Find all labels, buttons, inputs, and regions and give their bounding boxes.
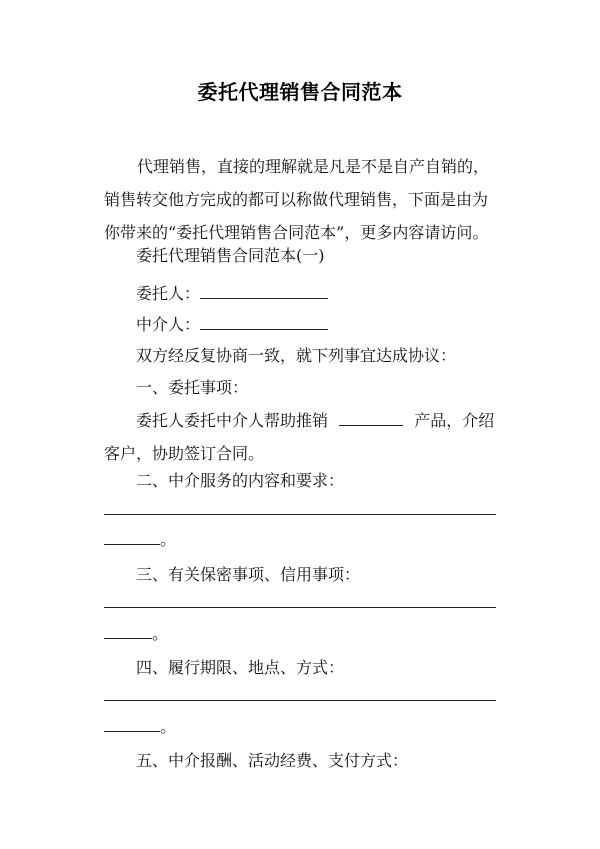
- section-3-heading: 三、有关保密事项、信用事项：: [136, 565, 361, 584]
- section-1-body: [104, 404, 500, 470]
- period-mark: 。: [152, 624, 169, 643]
- section-4-fill-end: [104, 717, 176, 737]
- contract-subtitle: 委托代理销售合同范本(一): [136, 246, 325, 265]
- intro-paragraph: 代理销售，直接的理解就是凡是不是自产自销的，销售转交他方完成的都可以称做代理销售，下面是由为你带来的“委托代理销售合同范本”，更多内容请访问。: [104, 157, 490, 242]
- document-title: 委托代理销售合同范本: [197, 80, 403, 104]
- section-4-heading: 四、履行期限、地点、方式：: [136, 658, 345, 677]
- intermediary-line: [136, 314, 328, 335]
- section-1-text-a: 委托人委托中介人帮助推销: [136, 411, 329, 430]
- section-3-fill-end: [104, 624, 168, 644]
- principal-line: [136, 283, 328, 304]
- section-2-fill-line: [104, 514, 496, 515]
- section-2-fill-end: [104, 530, 176, 550]
- product-blank: [339, 410, 403, 426]
- section-4-fill-line: [104, 700, 496, 701]
- section-2-fill-short: [104, 530, 160, 545]
- section-3-fill-short: [104, 624, 152, 639]
- agreement-text: 双方经反复协商一致，就下列事宜达成协议：: [136, 346, 457, 365]
- section-1-heading: 一、委托事项：: [136, 378, 249, 397]
- section-4-fill-short: [104, 717, 160, 732]
- section-2-heading: 二、中介服务的内容和要求：: [136, 471, 345, 490]
- period-mark: 。: [160, 717, 177, 736]
- section-3-fill-line: [104, 607, 496, 608]
- period-mark: 。: [160, 530, 177, 549]
- principal-blank: [200, 283, 328, 299]
- section-1-text-b: 产品，介绍客户，协助签订合同。: [104, 411, 495, 463]
- intermediary-blank: [200, 314, 328, 330]
- principal-label: 委托人：: [136, 284, 201, 303]
- section-5-heading: 五、中介报酬、活动经费、支付方式：: [136, 751, 409, 770]
- intermediary-label: 中介人：: [136, 315, 201, 334]
